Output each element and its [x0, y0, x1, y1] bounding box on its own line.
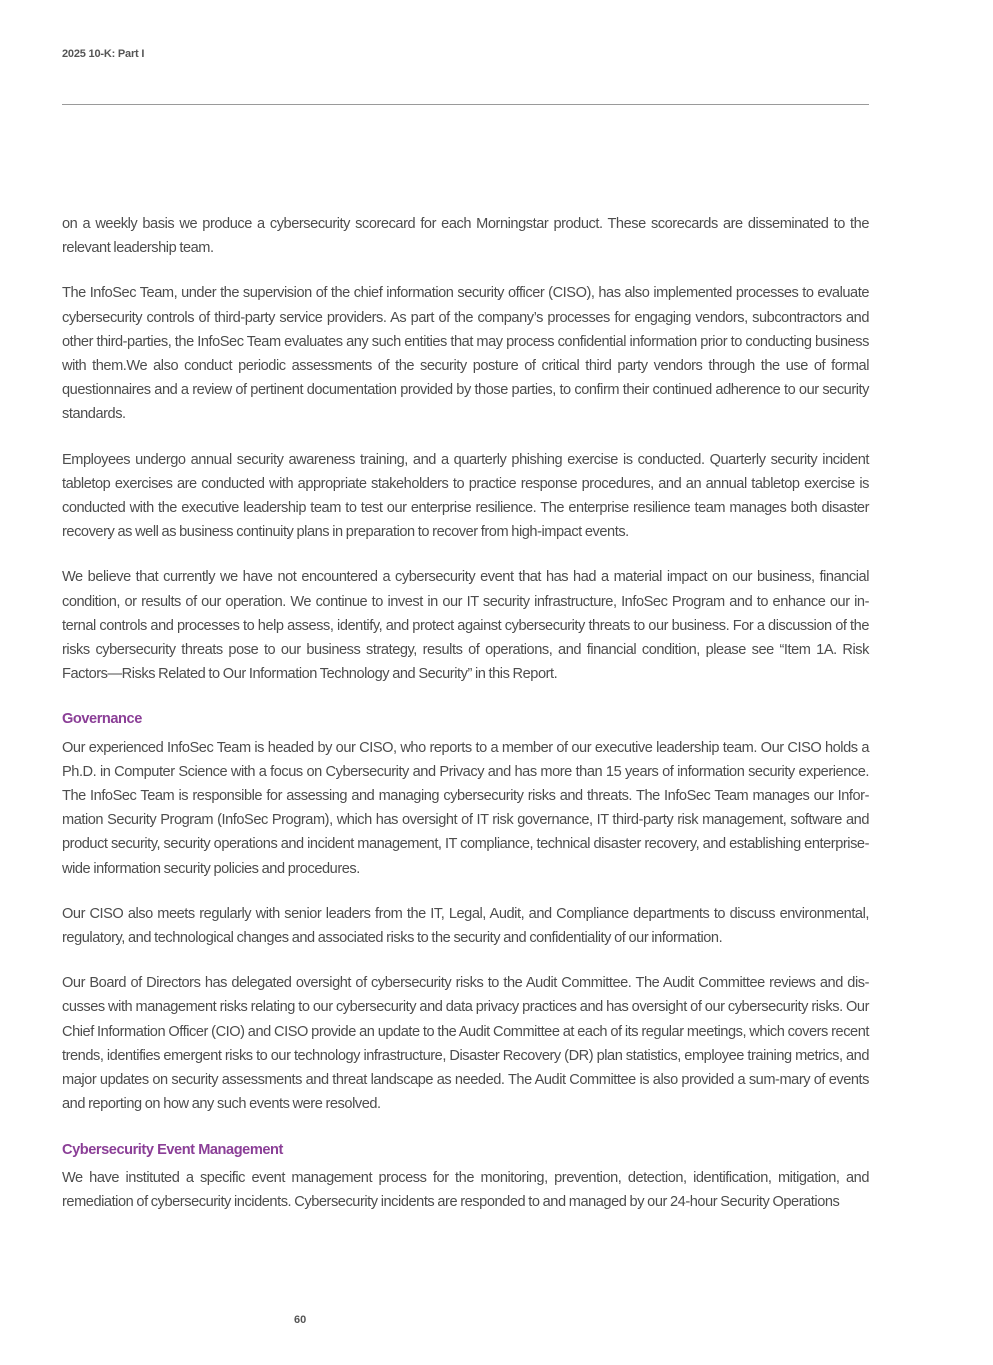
body-paragraph: Our experienced InfoSec Team is headed by our CISO, who reports to a member of our executive leadership team. Our CISO holds a Ph.D. in Computer Science with a focus on Cybersecurity and Privacy and has more than 15 years of information security experience. The InfoSec Team is responsible for assessing and managing cybersecurity risks and threats. The InfoSec Team manages our Infor-mation Security Program (InfoSec Program), which has oversight of IT risk governance, IT third-party risk management, software and product security, security operations and incident management, IT compliance, technical disaster recovery, and establishing enterprise-wide information security policies and procedures. [62, 739, 869, 877]
page-number: 60 [294, 1314, 307, 1326]
body-paragraph: on a weekly basis we produce a cybersecurity scorecard for each Morningstar product. These scorecards are disseminated to the relevant leadership team. [62, 216, 869, 257]
section-heading-event-management: Cybersecurity Event Management [62, 1141, 283, 1158]
body-paragraph: We have instituted a specific event management process for the monitoring, prevention, detection, identification, mitigation, and remediation of cybersecurity incidents. Cybersecurity incidents are responded to and managed by our 24-hour Security Operations [62, 1169, 869, 1210]
section-heading-governance: Governance [62, 711, 142, 728]
header-divider [62, 104, 869, 105]
page-body [62, 212, 869, 1235]
running-header: 2025 10-K: Part I [62, 48, 145, 60]
body-paragraph: Employees undergo annual security awareness training, and a quarterly phishing exercise is conducted. Quarterly security incident tabletop exercises are conducted with appropriate stakeholders to practice response procedures, and an annual tabletop exercise is conducted with the executive leadership team to test our enterprise resilience. The enterprise resilience team manages both disaster recovery as well as business continuity plans in preparation to recover from high-impact events. [62, 451, 869, 541]
body-paragraph: The InfoSec Team, under the supervision of the chief information security officer (CISO), has also implemented processes to evaluate cybersecurity controls of third-party service providers. As part of the company’s processes for engaging vendors, subcontractors and other third-parties, the InfoSec Team evaluates any such entities that may process confidential information prior to conducting business with them.We also conduct periodic assessments of the security posture of critical third party vendors through the use of formal questionnaires and a review of pertinent documentation provided by those parties, to confirm their continued adherence to our security standards. [62, 285, 869, 423]
body-paragraph: We believe that currently we have not encountered a cybersecurity event that has had a material impact on our business, financial condition, or results of our operation. We continue to invest in our IT security infrastructure, InfoSec Program and to enhance our in-ternal controls and processes to help assess, identify, and protect against cybersecurity threats to our business. For a discussion of the risks cybersecurity threats pose to our business strategy, results of operations, and financial condition, please see “Item 1A. Risk Factors—Risks Related to Our Information Technology and Security” in this Report. [62, 569, 869, 683]
body-paragraph: Our CISO also meets regularly with senior leaders from the IT, Legal, Audit, and Compliance departments to discuss environmental, regulatory, and technological changes and associated risks to the security and confidentiality of our information. [62, 905, 869, 947]
body-paragraph: Our Board of Directors has delegated oversight of cybersecurity risks to the Audit Committee. The Audit Committee reviews and dis-cusses with management risks relating to our cybersecurity and data privacy practices and has oversight of our cybersecurity risks. Our Chief Information Officer (CIO) and CISO provide an update to the Audit Committee at each of its regular meetings, which covers recent trends, identifies emergent risks to our technology infrastructure, Disaster Recovery (DR) plan statistics, employee training metrics, and major updates on security assessments and threat landscape as needed. The Audit Committee is also provided a sum-mary of events and reporting on how any such events were resolved. [62, 975, 869, 1113]
